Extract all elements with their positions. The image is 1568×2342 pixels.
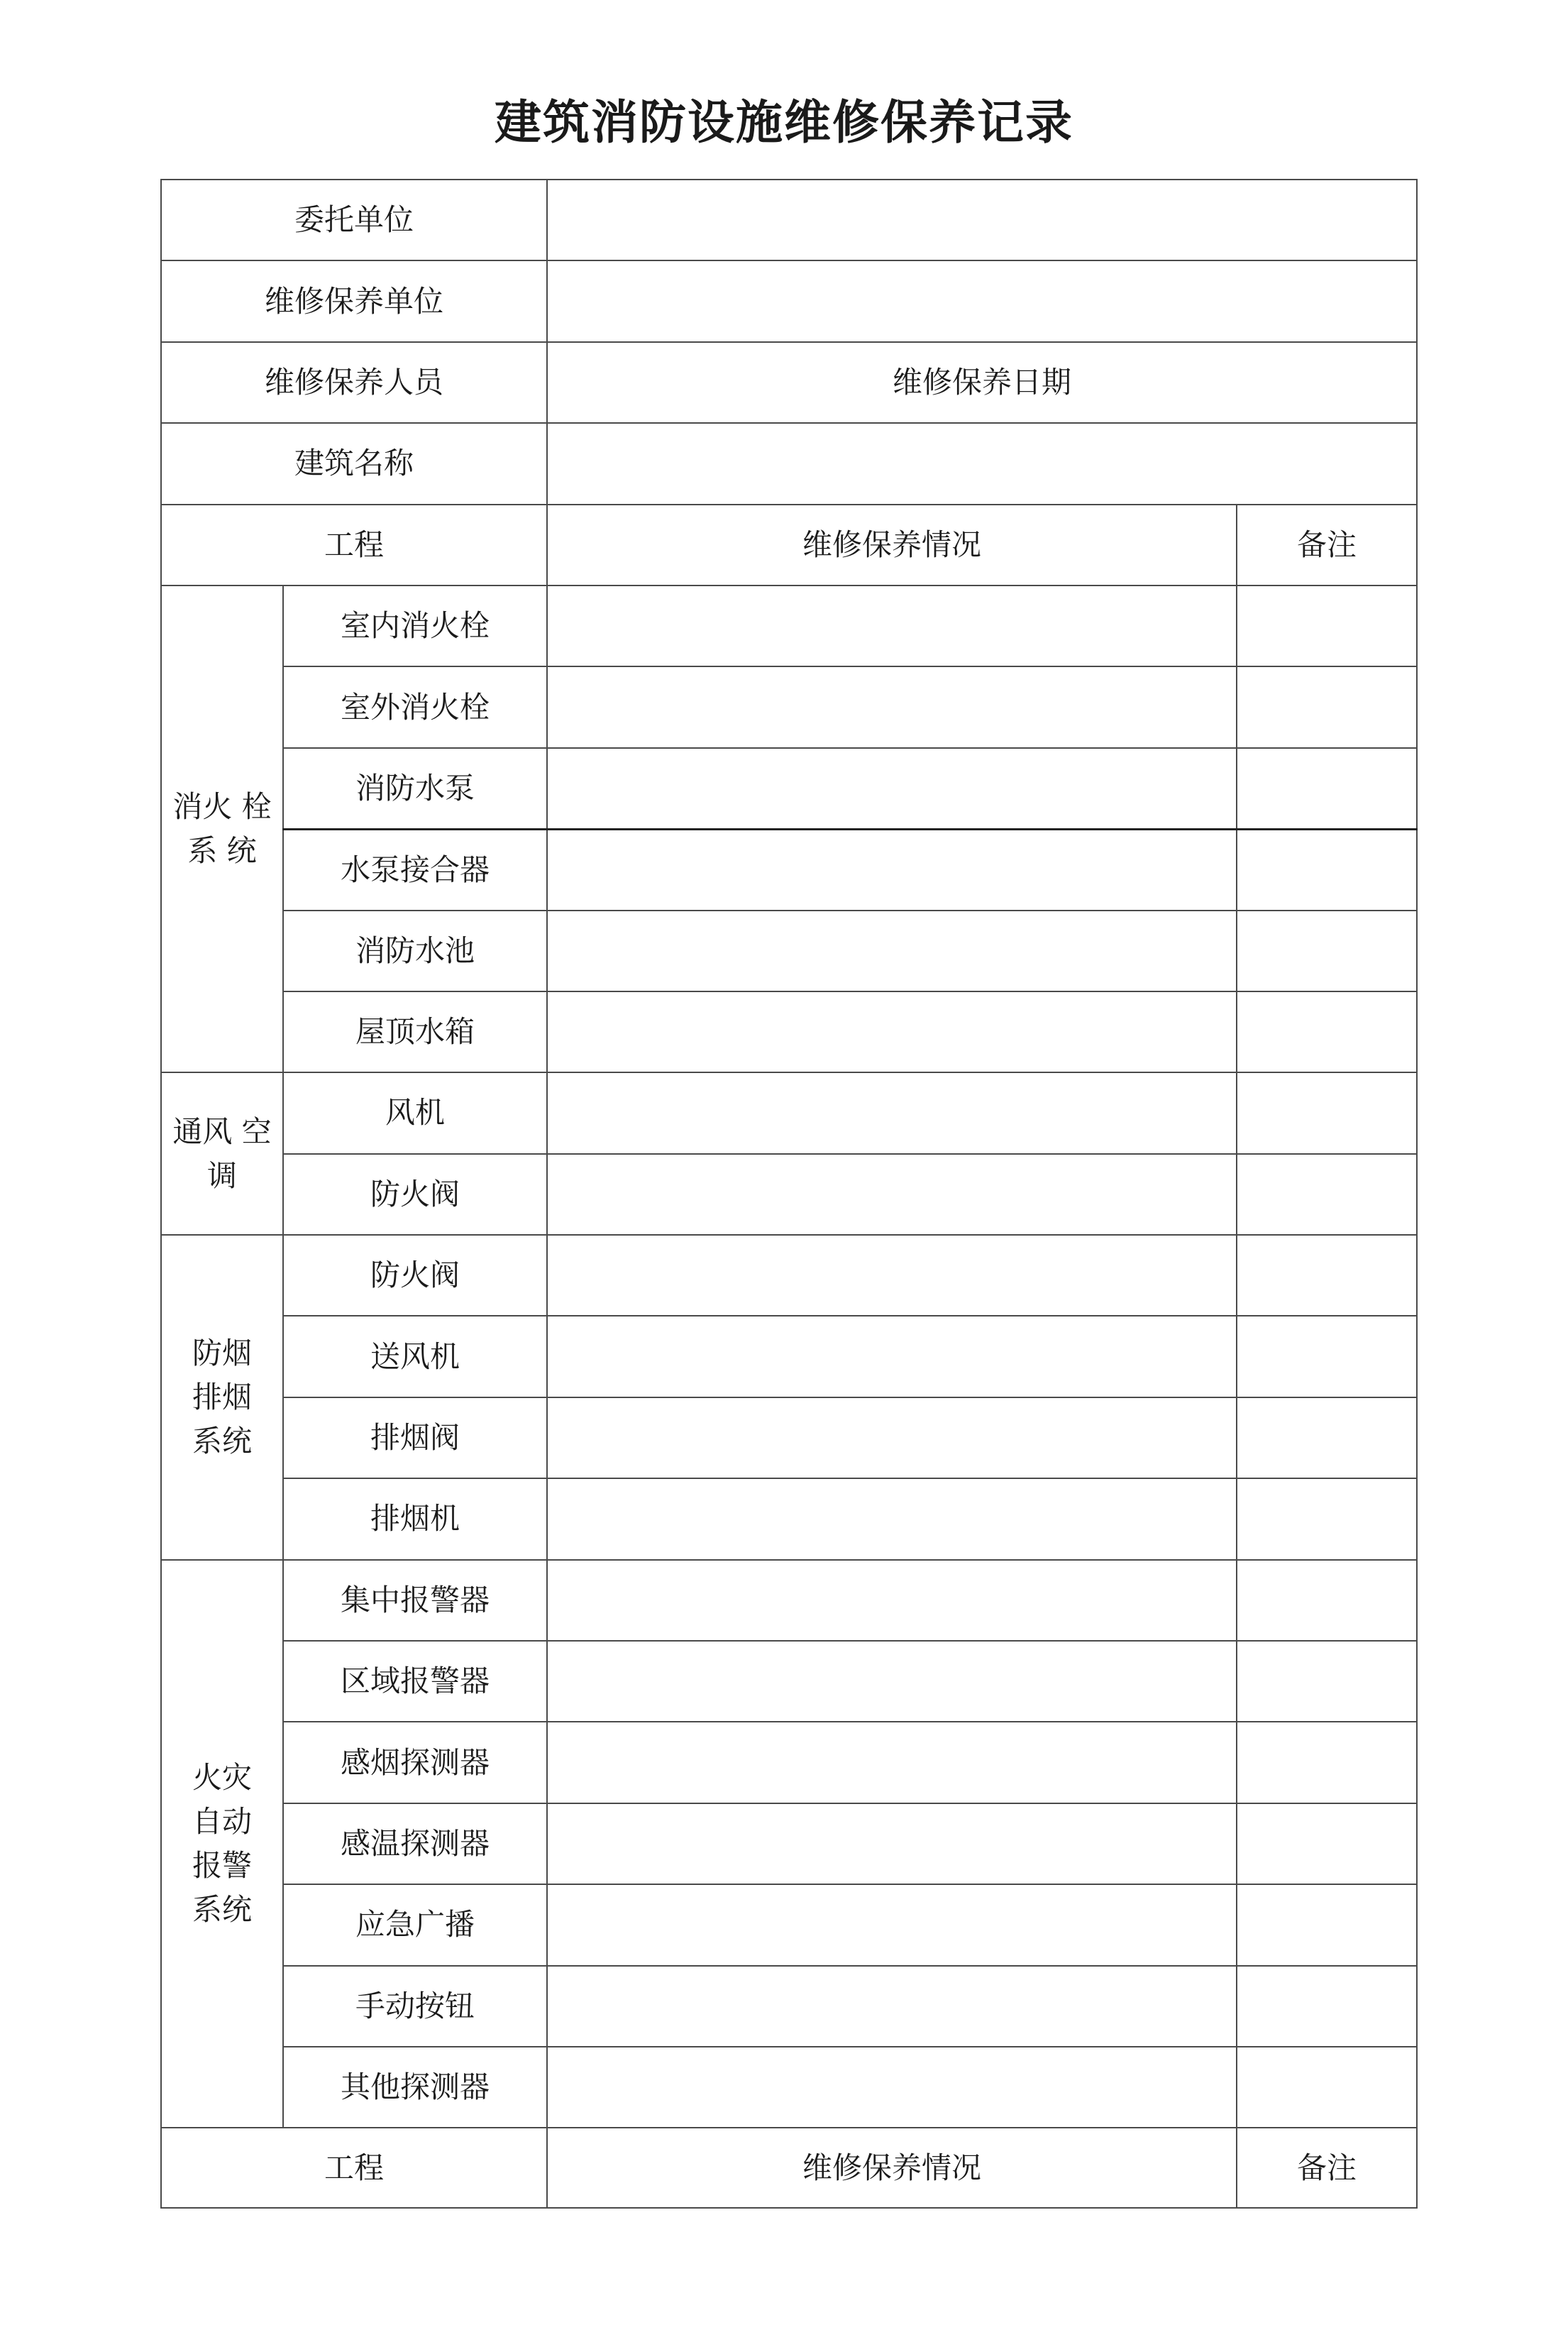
item-label: 区域报警器 (283, 1641, 547, 1722)
item-label: 送风机 (283, 1316, 547, 1397)
footer-status-label: 维修保养情况 (547, 2128, 1237, 2208)
status-cell[interactable] (547, 1478, 1237, 1559)
note-cell[interactable] (1237, 748, 1417, 829)
status-cell[interactable] (547, 666, 1237, 747)
item-label: 感温探测器 (283, 1803, 547, 1884)
note-cell[interactable] (1237, 1884, 1417, 1965)
note-cell[interactable] (1237, 1397, 1417, 1478)
status-cell[interactable] (547, 1316, 1237, 1397)
item-label: 排烟机 (283, 1478, 547, 1559)
maintenance-unit-field[interactable] (547, 260, 1417, 341)
group-label-fire-alarm-system: 火灾 自动 报警 系统 (161, 1560, 283, 2128)
note-cell[interactable] (1237, 1235, 1417, 1316)
page-title: 建筑消防设施维修保养记录 (495, 95, 1073, 150)
group-label-hydrant-system: 消火 栓 系 统 (161, 586, 283, 1072)
item-label: 其他探测器 (283, 2047, 547, 2128)
maintenance-record-table (160, 179, 1418, 2209)
status-cell[interactable] (547, 1072, 1237, 1153)
status-cell[interactable] (547, 991, 1237, 1072)
status-cell[interactable] (547, 1235, 1237, 1316)
item-label: 防火阀 (283, 1235, 547, 1316)
item-label: 室外消火栓 (283, 666, 547, 747)
note-cell[interactable] (1237, 1316, 1417, 1397)
item-label: 室内消火栓 (283, 586, 547, 666)
item-label: 水泵接合器 (283, 829, 547, 910)
item-label: 排烟阀 (283, 1397, 547, 1478)
footer-project-label: 工程 (161, 2128, 547, 2208)
note-cell[interactable] (1237, 991, 1417, 1072)
status-cell[interactable] (547, 1397, 1237, 1478)
item-label: 消防水池 (283, 911, 547, 991)
project-header: 工程 (161, 505, 547, 586)
item-label: 消防水泵 (283, 748, 547, 829)
status-cell[interactable] (547, 1966, 1237, 2047)
note-cell[interactable] (1237, 666, 1417, 747)
note-cell[interactable] (1237, 1722, 1417, 1803)
item-label: 风机 (283, 1072, 547, 1153)
client-label: 委托单位 (161, 180, 547, 260)
item-label: 手动按钮 (283, 1966, 547, 2047)
footer-note-label: 备注 (1237, 2128, 1417, 2208)
note-cell[interactable] (1237, 586, 1417, 666)
status-header: 维修保养情况 (547, 505, 1237, 586)
note-cell[interactable] (1237, 1478, 1417, 1559)
note-cell[interactable] (1237, 1154, 1417, 1235)
item-label: 集中报警器 (283, 1560, 547, 1641)
status-cell[interactable] (547, 586, 1237, 666)
note-cell[interactable] (1237, 829, 1417, 910)
note-cell[interactable] (1237, 1966, 1417, 2047)
item-label: 感烟探测器 (283, 1722, 547, 1803)
status-cell[interactable] (547, 748, 1237, 829)
note-cell[interactable] (1237, 911, 1417, 991)
note-cell[interactable] (1237, 1803, 1417, 1884)
status-cell[interactable] (547, 1560, 1237, 1641)
item-label: 防火阀 (283, 1154, 547, 1235)
status-cell[interactable] (547, 1641, 1237, 1722)
status-cell[interactable] (547, 1803, 1237, 1884)
status-cell[interactable] (547, 1722, 1237, 1803)
status-cell[interactable] (547, 829, 1237, 910)
personnel-label: 维修保养人员 (161, 342, 547, 423)
group-label-smoke-control: 防烟 排烟 系统 (161, 1235, 283, 1560)
building-name-field[interactable] (547, 423, 1417, 504)
date-label: 维修保养日期 (547, 342, 1417, 423)
item-label: 屋顶水箱 (283, 991, 547, 1072)
client-field[interactable] (547, 180, 1417, 260)
status-cell[interactable] (547, 1884, 1237, 1965)
note-cell[interactable] (1237, 1641, 1417, 1722)
note-header: 备注 (1237, 505, 1417, 586)
status-cell[interactable] (547, 1154, 1237, 1235)
status-cell[interactable] (547, 2047, 1237, 2128)
note-cell[interactable] (1237, 1560, 1417, 1641)
note-cell[interactable] (1237, 2047, 1417, 2128)
note-cell[interactable] (1237, 1072, 1417, 1153)
building-name-label: 建筑名称 (161, 423, 547, 504)
status-cell[interactable] (547, 911, 1237, 991)
group-label-ventilation-ac: 通风 空 调 (161, 1072, 283, 1235)
maintenance-unit-label: 维修保养单位 (161, 260, 547, 341)
item-label: 应急广播 (283, 1884, 547, 1965)
